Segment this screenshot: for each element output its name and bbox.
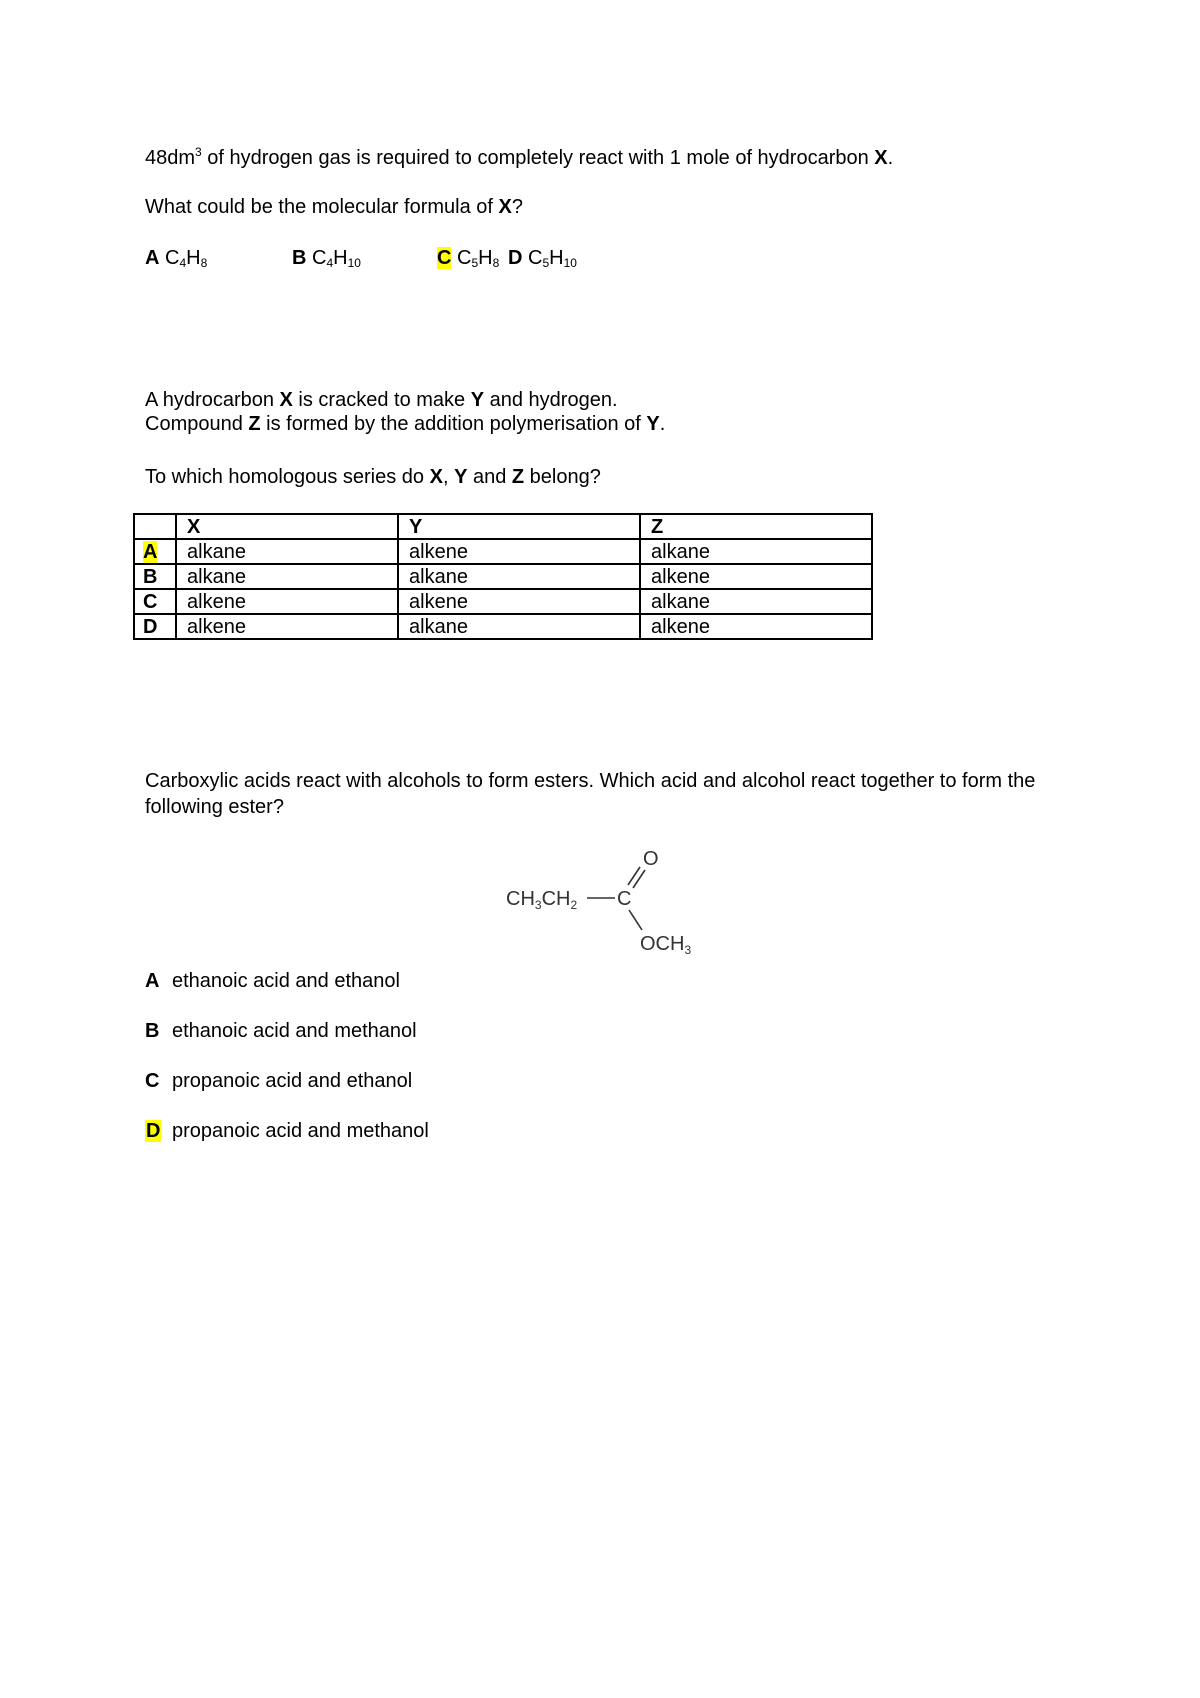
q2-bold-y: Y <box>646 413 660 435</box>
q1-option-c: C <box>312 247 327 269</box>
q1-option-letter: D <box>508 247 523 269</box>
q3-stem: Carboxylic acids react with alcohols to form esters. Which acid and alcohol react together to form the following ester? <box>145 770 1036 818</box>
table-row-letter: B <box>134 564 176 589</box>
q1-option-sub: 8 <box>492 256 500 270</box>
q2-text: Compound <box>145 413 249 435</box>
q2-text: . <box>659 413 666 435</box>
table-cell: alkane <box>176 539 398 564</box>
table-row[interactable] <box>134 564 872 589</box>
structure-carbonyl-oxygen: O <box>643 848 659 870</box>
q1-question <box>145 195 523 219</box>
q2-bold-x: X <box>429 466 443 488</box>
table-header-row <box>134 514 872 539</box>
table-cell: alkene <box>176 589 398 614</box>
table-cell: alkene <box>176 614 398 639</box>
table-header-cell: Y <box>398 514 640 539</box>
answer-letter <box>145 1120 172 1143</box>
q1-option-letter: B <box>292 247 307 269</box>
q1-stem-post: of hydrogen gas is required to completely react with 1 mole of hydrocarbon <box>201 147 875 169</box>
table-cell: alkane <box>176 564 398 589</box>
table-row-letter: C <box>134 589 176 614</box>
q3-answer-c[interactable] <box>145 1070 412 1093</box>
q1-stem <box>145 146 893 170</box>
table-cell: alkane <box>398 564 640 589</box>
structure-carbon: C <box>617 888 632 910</box>
q2-bold-z: Z <box>248 413 261 435</box>
table-header-cell: Z <box>640 514 872 539</box>
table-cell: alkene <box>640 614 872 639</box>
table-header-cell <box>134 514 176 539</box>
q2-stem-line1 <box>145 388 618 412</box>
highlighted-letter: D <box>146 1120 161 1142</box>
table-row-letter: D <box>134 614 176 639</box>
q2-text: is formed by the addition polymerisation of <box>260 413 647 435</box>
q2-bold-z: Z <box>511 466 525 488</box>
q1-option-sub: 8 <box>200 256 208 270</box>
q1-option-sub: 10 <box>563 256 577 270</box>
double-bond-line <box>633 870 645 888</box>
q1-question-pre: What could be the molecular formula of <box>145 196 499 218</box>
table-cell: alkane <box>398 614 640 639</box>
answer-text: propanoic acid and methanol <box>172 1120 429 1142</box>
q2-bold-x: X <box>279 389 293 411</box>
ester-structure-diagram <box>500 845 730 975</box>
structure-left-group: $CH_3CH_2$ <box>506 888 578 912</box>
answer-text: ethanoic acid and ethanol <box>172 970 400 992</box>
q1-option-sub: 10 <box>347 256 361 270</box>
q1-option-sub: 5 <box>542 256 550 270</box>
answer-text: ethanoic acid and methanol <box>172 1020 417 1042</box>
answer-letter: B <box>145 1020 160 1042</box>
q1-option-c: C <box>457 247 472 269</box>
q1-option-sub: 4 <box>326 256 334 270</box>
q1-question-end: ? <box>511 196 523 218</box>
q3-answer-a[interactable] <box>145 970 400 993</box>
q1-option-letter: A <box>145 247 160 269</box>
q2-text: and hydrogen. <box>484 389 618 411</box>
q1-option-h: H <box>549 247 564 269</box>
table-header-cell: X <box>176 514 398 539</box>
ester-bond-line <box>629 910 642 930</box>
highlighted-letter: A <box>143 540 158 563</box>
q2-text: and <box>467 466 512 488</box>
q3-answer-b[interactable] <box>145 1020 417 1043</box>
q2-bold-y: Y <box>470 389 485 411</box>
q1-option-a[interactable] <box>145 246 207 270</box>
q1-option-c: C <box>528 247 543 269</box>
q2-text: , <box>442 466 455 488</box>
structure-methoxy-group: $OCH_3$ <box>640 933 692 957</box>
q1-option-h: H <box>333 247 348 269</box>
q2-text: belong? <box>524 466 601 488</box>
q2-text: A hydrocarbon <box>145 389 280 411</box>
double-bond-line <box>628 867 640 885</box>
q2-text: To which homologous series do <box>145 466 430 488</box>
q1-option-sub: 5 <box>471 256 479 270</box>
q1-stem-pre: 48dm <box>145 147 196 169</box>
table-row[interactable] <box>134 589 872 614</box>
q2-stem-line2 <box>145 412 665 436</box>
q2-question <box>145 465 601 489</box>
table-cell: alkene <box>398 589 640 614</box>
table-cell: alkane <box>640 589 872 614</box>
q3-answer-d[interactable] <box>145 1120 429 1143</box>
homologous-series-table <box>133 513 873 640</box>
q1-option-c: C <box>165 247 180 269</box>
q1-option-sub: 4 <box>179 256 187 270</box>
q2-text: is cracked to make <box>292 389 471 411</box>
q1-option-c[interactable] <box>437 246 499 270</box>
q1-stem-end: . <box>887 147 894 169</box>
q1-option-h: H <box>186 247 201 269</box>
q1-stem-bold: X <box>874 147 888 169</box>
table-cell: alkane <box>640 539 872 564</box>
table-row[interactable] <box>134 539 872 564</box>
q1-question-bold: X <box>498 196 512 218</box>
q1-option-h: H <box>478 247 493 269</box>
q1-stem-sup: 3 <box>195 145 202 159</box>
q1-option-b[interactable] <box>292 246 361 270</box>
answer-letter: A <box>145 970 160 992</box>
answer-letter: C <box>145 1070 160 1092</box>
table-row-letter <box>134 539 176 564</box>
table-cell: alkene <box>640 564 872 589</box>
answer-text: propanoic acid and ethanol <box>172 1070 413 1092</box>
table-cell: alkene <box>398 539 640 564</box>
q1-option-d[interactable] <box>508 246 577 270</box>
table-row[interactable] <box>134 614 872 639</box>
q1-option-letter-highlighted: C <box>437 247 452 269</box>
q2-bold-y: Y <box>454 466 468 488</box>
